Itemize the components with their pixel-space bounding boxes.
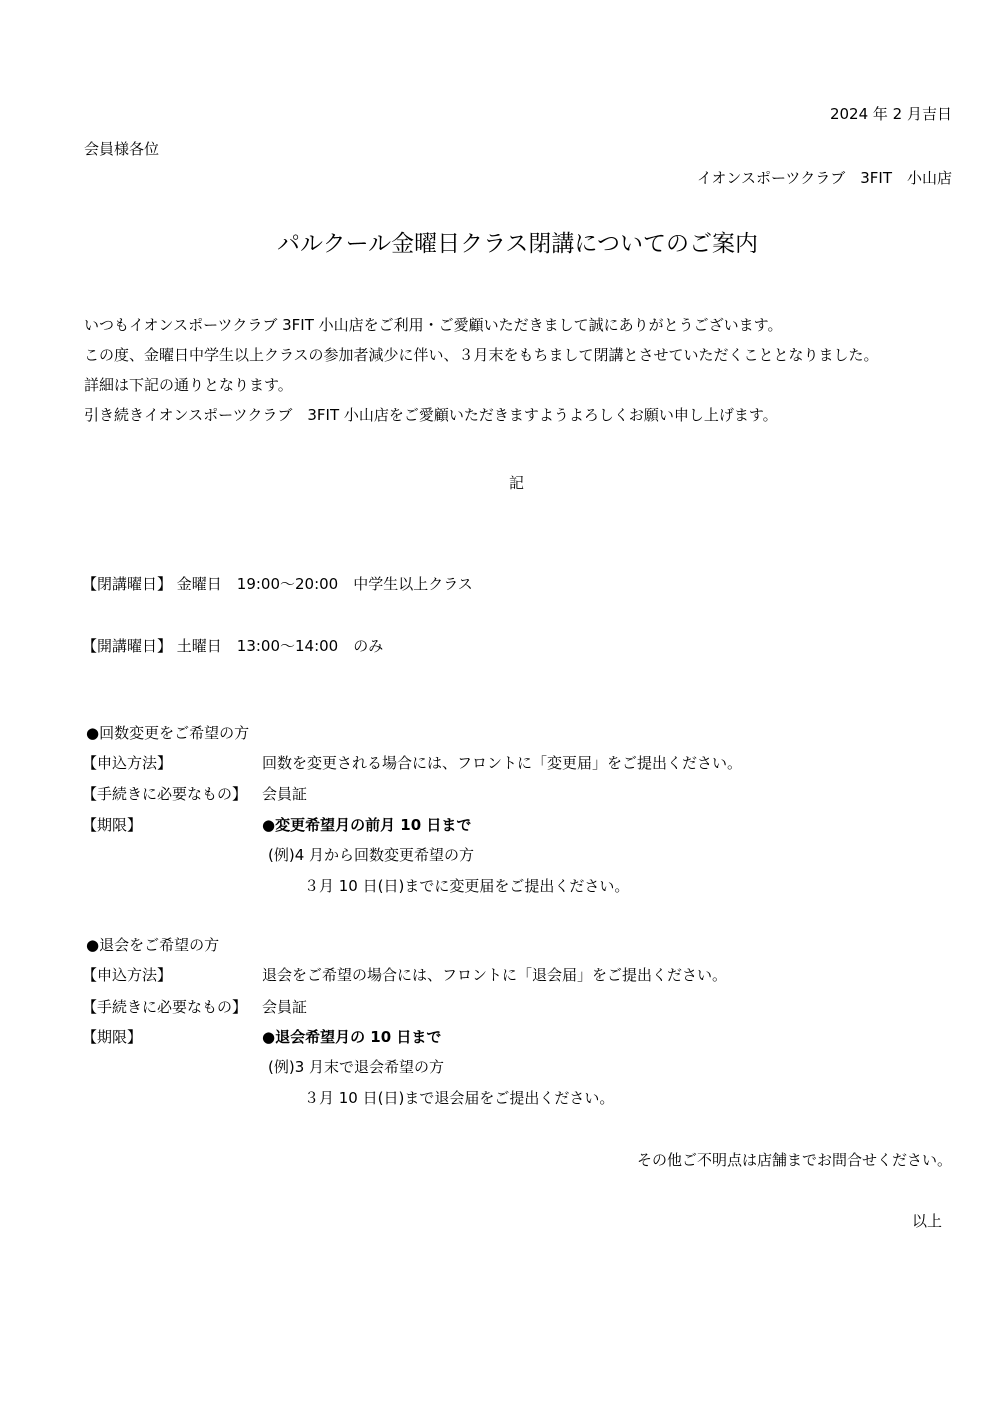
change-method-label: 【申込方法】 (82, 754, 173, 772)
ki-marker: 記 (509, 474, 525, 492)
change-method-value: 回数を変更される場合には、フロントに「変更届」をご提出ください。 (262, 754, 743, 772)
body-line-3: 詳細は下記の通りとなります。 (84, 376, 293, 394)
inquiry-note: その他ご不明点は店舗までお問合せください。 (636, 1151, 952, 1169)
change-deadline-value: ●変更希望月の前月 10 日まで (262, 816, 472, 834)
change-deadline-label: 【期限】 (82, 816, 143, 834)
withdraw-example-line-1: (例)3 月末で退会希望の方 (268, 1058, 445, 1076)
change-docs-label: 【手続きに必要なもの】 (82, 785, 248, 803)
change-docs-value: 会員証 (262, 785, 308, 803)
body-line-1: いつもイオンスポーツクラブ 3FIT 小山店をご利用・ご愛顧いただきまして誠にありがとうございます。 (84, 316, 783, 334)
body-line-2: この度、金曜日中学生以上クラスの参加者減少に伴い、３月末をもちまして閉講とさせていただくこととなりました。 (84, 346, 879, 364)
body-line-4: 引き続きイオンスポーツクラブ 3FIT 小山店をご愛顧いただきますようよろしくお願い申し上げます。 (84, 406, 778, 424)
withdraw-docs-value: 会員証 (262, 998, 308, 1016)
sender: イオンスポーツクラブ 3FIT 小山店 (696, 169, 952, 187)
document-title: パルクール金曜日クラス閉講についてのご案内 (277, 231, 758, 257)
change-example-line-1: (例)4 月から回数変更希望の方 (268, 846, 475, 864)
withdraw-method-label: 【申込方法】 (82, 966, 173, 984)
withdraw-method-value: 退会をご希望の場合には、フロントに「退会届」をご提出ください。 (262, 966, 728, 984)
withdraw-example-line-2: ３月 10 日(日)まで退会届をご提出ください。 (304, 1089, 615, 1107)
open-day: 【開講曜日】 土曜日 13:00～14:00 のみ (82, 637, 384, 655)
change-example-line-2: ３月 10 日(日)までに変更届をご提出ください。 (304, 877, 630, 895)
change-heading: ●回数変更をご希望の方 (86, 724, 250, 742)
closed-day: 【閉講曜日】 金曜日 19:00～20:00 中学生以上クラス (82, 575, 473, 593)
withdraw-deadline-value: ●退会希望月の 10 日まで (262, 1028, 442, 1046)
withdraw-docs-label: 【手続きに必要なもの】 (82, 998, 248, 1016)
withdraw-deadline-label: 【期限】 (82, 1028, 143, 1046)
withdraw-heading: ●退会をご希望の方 (86, 936, 220, 954)
recipient: 会員様各位 (84, 140, 160, 158)
closing-mark: 以上 (911, 1212, 942, 1230)
document-date: 2024 年 2 月吉日 (829, 105, 952, 123)
